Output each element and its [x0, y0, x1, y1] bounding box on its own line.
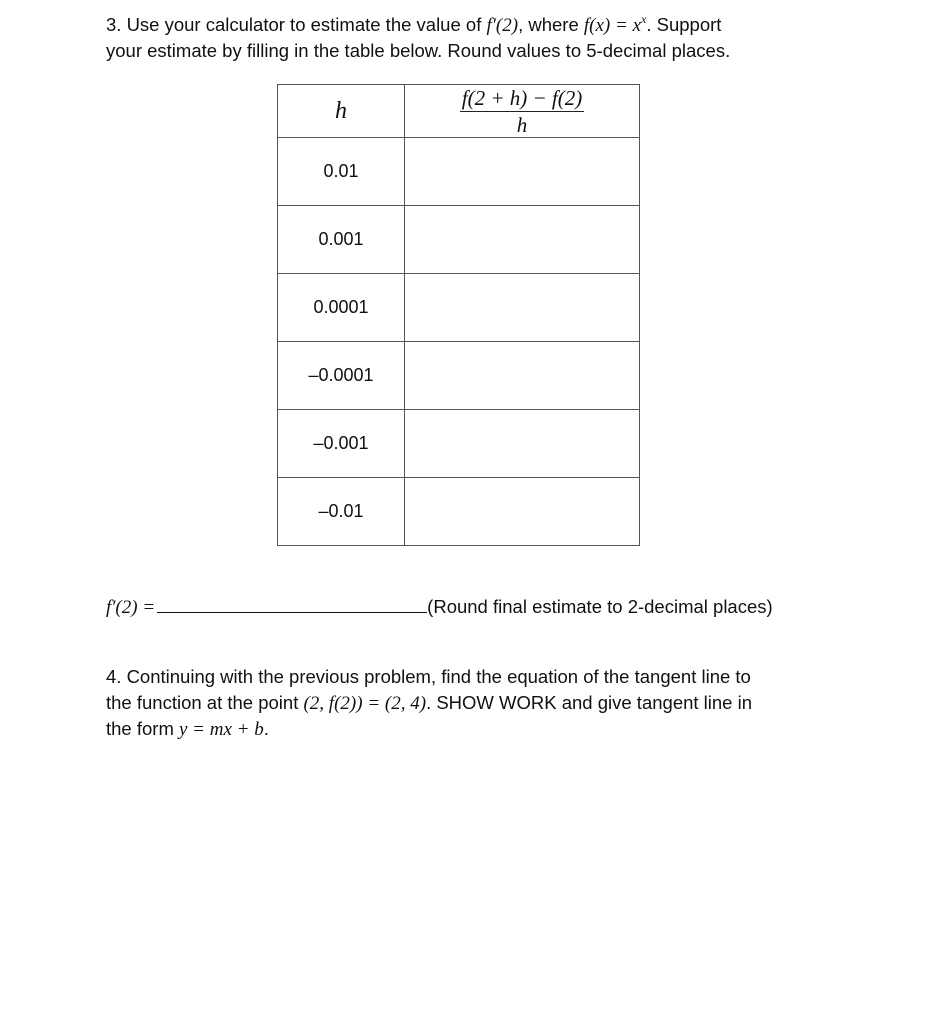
table-row [278, 274, 640, 342]
quotient-answer-cell[interactable] [405, 478, 640, 546]
problem-3-line-2: your estimate by filling in the table below. Round values to 5-decimal places. [106, 40, 731, 61]
problem-4-line-3: the form y = mx + b. [106, 718, 269, 740]
table-row [278, 138, 640, 206]
function-definition: $f(x) = x^x$ [583, 12, 647, 36]
problem-4-statement [106, 664, 752, 742]
final-estimate-row [106, 594, 773, 621]
quotient-answer-cell[interactable] [405, 342, 640, 410]
table-header-row [278, 85, 640, 138]
h-value-cell: 0.01 [278, 138, 405, 206]
h-value-cell: –0.01 [278, 478, 405, 546]
problem-4-line-1: 4. Continuing with the previous problem, find the equation of the tangent line to [106, 666, 751, 687]
problem-4-line-2: the function at the point (2, f(2)) = (2, 4). SHOW WORK and give tangent line in [106, 692, 753, 714]
quotient-answer-cell[interactable] [405, 410, 640, 478]
quotient-numerator: f(2 + h) − f(2) [461, 85, 583, 110]
tangent-line-form: y = mx + b [179, 719, 264, 740]
final-estimate-note: (Round final estimate to 2-decimal places) [427, 596, 773, 617]
h-value-cell: 0.0001 [278, 274, 405, 342]
quotient-answer-cell[interactable] [405, 274, 640, 342]
tangent-point-expression: (2, f(2)) = (2, 4) [303, 693, 427, 714]
h-value-cell: –0.001 [278, 410, 405, 478]
quotient-answer-cell[interactable] [405, 206, 640, 274]
table-row [278, 478, 640, 546]
final-estimate-label: f′(2) = [106, 597, 156, 618]
fprime-2-expression: f′(2) [486, 15, 519, 36]
function-exponent: x [641, 12, 647, 26]
h-column-header: h [278, 85, 405, 138]
final-estimate-blank[interactable] [157, 594, 427, 613]
table-row [278, 410, 640, 478]
table-row [278, 342, 640, 410]
difference-quotient-table [277, 84, 640, 546]
quotient-denominator: h [516, 112, 528, 137]
h-value-cell: –0.0001 [278, 342, 405, 410]
quotient-column-header [405, 85, 640, 138]
problem-3-statement [106, 12, 730, 64]
table-row [278, 206, 640, 274]
h-value-cell: 0.001 [278, 206, 405, 274]
difference-quotient-fraction [460, 86, 584, 137]
problem-3-line-1: 3. Use your calculator to estimate the value of f′(2), where $f(x) = x^x$. Support [106, 12, 722, 36]
quotient-answer-cell[interactable] [405, 138, 640, 206]
